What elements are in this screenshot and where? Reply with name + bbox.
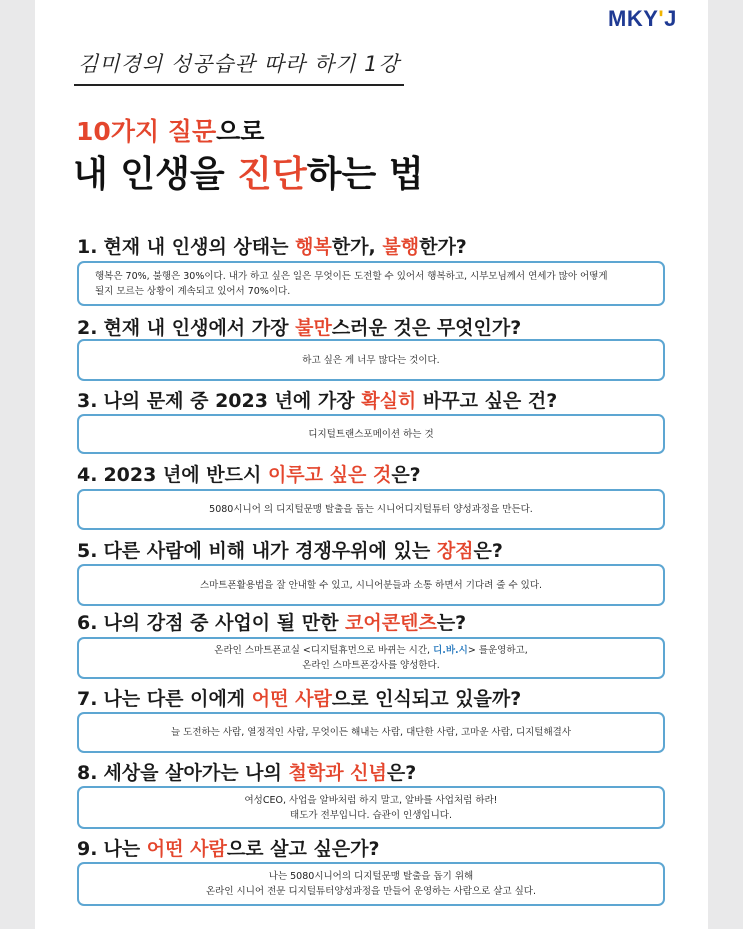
answer-box-7: 늘 도전하는 사람, 열정적인 사람, 무엇이든 해내는 사람, 대단한 사람, 고마운 사람, 디지털해결사 <box>77 712 665 753</box>
answer-1-line-1: 행복은 70%, 불행은 30%이다. 내가 하고 싶은 일은 무엇이든 도전할 수 있어서 행복하고, 시부모님께서 연세가 많아 어떻게 <box>95 270 608 282</box>
answer-box-6: 온라인 스마트폰교실 <디지털휴먼으로 바뀌는 시간, 디.바.시> 를운영하고, 온라인 스마트폰강사를 양성한다. <box>77 637 665 679</box>
question-6: 6. 나의 강점 중 사업이 될 만한 코어콘텐츠는? <box>77 612 467 634</box>
page-title: 내 인생을 진단하는 법 <box>73 146 424 197</box>
heading-underline <box>74 84 404 86</box>
question-9: 9. 나는 어떤 사람으로 살고 싶은가? <box>77 838 380 860</box>
dibasi-tag: 디.바.시 <box>433 645 468 656</box>
answer-box-4: 5080시니어 의 디지털문맹 탈출을 돕는 시니어디지털튜터 양성과정을 만든다. <box>77 489 665 530</box>
question-3: 3. 나의 문제 중 2023 년에 가장 확실히 바꾸고 싶은 건? <box>77 390 558 412</box>
answer-box-8: 여성CEO, 사업을 알바처럼 하지 말고, 알바를 사업처럼 하라! 태도가 전부입니다. 습관이 인생입니다. <box>77 786 665 829</box>
answer-box-5: 스마트폰활용법을 잘 안내할 수 있고, 시니어분들과 소통 하면서 기다려 줄 수 있다. <box>77 564 665 606</box>
question-4: 4. 2023 년에 반드시 이루고 싶은 것은? <box>77 464 421 486</box>
answer-box-3: 디지털트랜스포메이션 하는 것 <box>77 414 665 454</box>
answer-1-line-2: 될지 모르는 상황이 계속되고 있어서 70%이다. <box>95 285 291 297</box>
question-5: 5. 다른 사람에 비해 내가 경쟁우위에 있는 장점은? <box>77 540 503 562</box>
question-2: 2. 현재 내 인생에서 가장 불만스러운 것은 무엇인가? <box>77 317 522 339</box>
answer-box-2: 하고 싶은 게 너무 많다는 것이다. <box>77 339 665 381</box>
answer-box-1 <box>77 261 665 306</box>
handwritten-heading: 김미경의 성공습관 따라 하기 1강 <box>78 52 400 76</box>
title-highlight-2: 진단 <box>237 146 307 197</box>
title-line-1: 10가지 질문으로 <box>76 112 264 148</box>
question-1: 1. 현재 내 인생의 상태는 행복한가, 불행한가? <box>77 236 467 258</box>
title-highlight-1: 10가지 질문 <box>76 112 216 148</box>
brand-logo: MKY'J <box>608 6 677 31</box>
question-7: 7. 나는 다른 이에게 어떤 사람으로 인식되고 있을까? <box>77 688 522 710</box>
question-8: 8. 세상을 살아가는 나의 철학과 신념은? <box>77 762 417 784</box>
answer-box-9: 나는 5080시니어의 디지털문맹 탈출을 돕기 위해 온라인 시니어 전문 디지털튜터양성과정을 만들어 운영하는 사람으로 살고 싶다. <box>77 862 665 906</box>
